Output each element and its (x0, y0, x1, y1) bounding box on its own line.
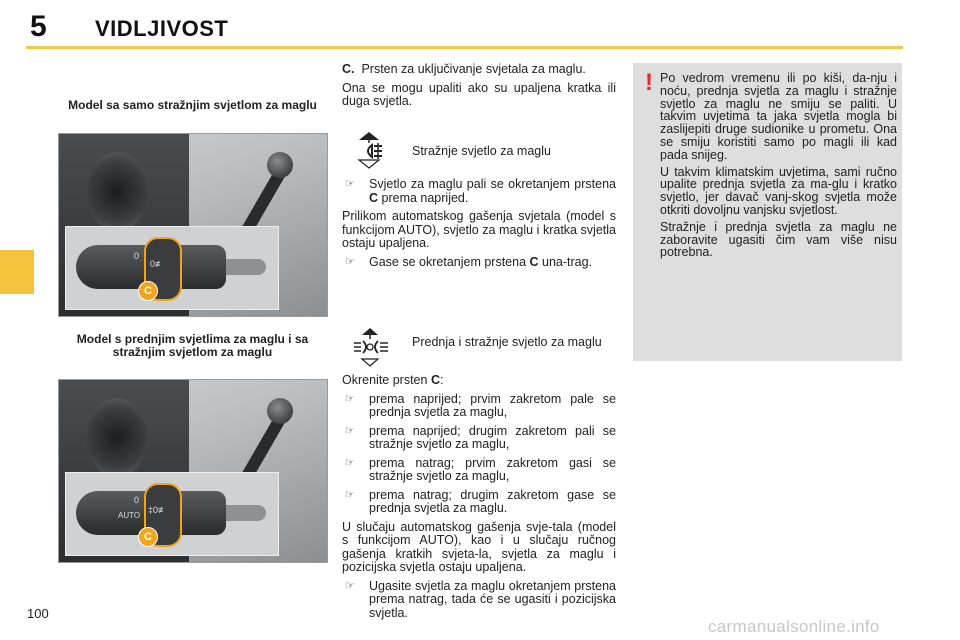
list-item-text: prema natrag; prvim zakretom gasi se stražnje svjetlo za maglu, (369, 455, 616, 483)
ring-c-text: Prsten za uključivanje svjetala za maglu. (361, 62, 586, 76)
stalk-closeup (65, 226, 279, 310)
turn-ring-colon: : (439, 373, 444, 387)
pointing-hand-icon: ☞ (345, 488, 355, 501)
lever-auto-label: AUTO (118, 511, 141, 520)
turn-ring-intro (342, 374, 616, 388)
switch-off-bullet (342, 580, 616, 621)
list-item (342, 393, 616, 420)
air-vent (87, 152, 147, 232)
photo-front-rear-fog-stalk (58, 379, 328, 563)
list-item-text: prema naprijed; prvim zakretom pale se prednja svjetla za maglu, (369, 391, 616, 419)
lever-zero-label: 0 (134, 251, 140, 261)
caption-front-rear-model: Model s prednjim svjetlima za maglu i sa stražnjim svjetlom za maglu (76, 332, 309, 359)
callout-c-badge: C (138, 527, 158, 547)
watermark: carmanualsonline.info (708, 617, 880, 636)
warning-paragraph: Po vedrom vremenu ili po kiši, da-nju i noću, prednja svjetla za maglu i stražnje svjetlo za maglu ne smiju se paliti. U takvim uvjetima ta jaka svjetla mogla bi zaslijepiti druge sudionike u prometu. Ona se smiju koristiti samo po magli ili kad pada snijeg. (660, 71, 897, 162)
stalk-knob (267, 398, 293, 424)
warning-text (660, 72, 897, 263)
warning-box (633, 63, 902, 361)
list-item (342, 425, 616, 452)
chapter-side-tab (0, 250, 34, 294)
chapter-number: 5 (30, 10, 47, 43)
ring-c-ref: C (430, 373, 440, 387)
pointing-hand-icon: ☞ (345, 579, 355, 592)
ring-c-label: C. (342, 62, 355, 76)
bullet-text: Svjetlo za maglu pali se okretanjem prstena (369, 177, 616, 191)
front-rear-fog-instructions (342, 374, 616, 625)
bullet-text-end: prema naprijed. (378, 190, 469, 205)
warning-paragraph: U takvim klimatskim uvjetima, sami ručno upalite prednja svjetla za ma-glu i kratko svjetlo, jer davač vanj-skog svjetla može otkriti dovoljnu vanjsku svjetlost. (660, 164, 897, 217)
auto-off-paragraph: Prilikom automatskog gašenja svjetala (model s funkcijom AUTO), svjetlo za maglu i kratka svjetla ostaju upaljena. (342, 209, 616, 250)
pointing-hand-icon: ☞ (345, 424, 355, 437)
list-item (342, 489, 616, 516)
lever-tip (226, 259, 266, 275)
rear-fog-lamp-icon (352, 130, 386, 170)
page-number: 100 (27, 606, 49, 621)
lever-tip (226, 505, 266, 521)
air-vent (87, 398, 147, 478)
list-item-text: prema natrag; drugim zakretom gase se prednja svjetla za maglu. (369, 487, 616, 515)
rear-fog-on-bullet (342, 178, 616, 205)
auto-off-paragraph-2: U slučaju automatskog gašenja svje-tala (model s funkcijom AUTO), kao i u slučaju ručnog gašenja kratkih svjeta-la, svjetla za maglu i pozicijska svjetla ostaju upaljena. (342, 519, 616, 574)
list-item (342, 457, 616, 484)
chapter-title: VIDLJIVOST (95, 16, 229, 41)
lever-zero-label: 0 (134, 495, 140, 505)
photo-rear-fog-stalk (58, 133, 328, 317)
ring-c-definition (342, 63, 616, 77)
stalk-knob (267, 152, 293, 178)
title-rule (26, 46, 903, 49)
pointing-hand-icon: ☞ (345, 255, 355, 268)
ring-c-ref: C (529, 254, 539, 269)
stalk-closeup (65, 472, 279, 556)
list-item-text: prema naprijed; drugim zakretom pali se stražnje svjetlo za maglu, (369, 423, 616, 451)
front-rear-fog-label: Prednja i stražnje svjetlo za maglu (412, 335, 602, 349)
rear-fog-symbol: 0≢ (150, 259, 165, 269)
front-rear-fog-lamp-icon (352, 326, 392, 368)
callout-c-badge: C (138, 281, 158, 301)
rear-fog-instructions (342, 178, 616, 274)
caption-rear-only-model: Model sa samo stražnjim svjetlom za maglu (68, 98, 317, 112)
ring-description-block (342, 63, 616, 114)
intro-paragraph: Ona se mogu upaliti ako su upaljena kratka ili duga svjetla. (342, 80, 616, 108)
bullet-text-end: una-trag. (538, 254, 593, 269)
ring-c-ref: C (369, 190, 379, 205)
pointing-hand-icon: ☞ (345, 456, 355, 469)
warning-paragraph: Stražnje i prednja svjetla za maglu ne zaboravite ugasiti čim vam više nisu potrebna. (660, 219, 897, 260)
list-item-text: Ugasite svjetla za maglu okretanjem prstena prema natrag, tada će se ugasiti i pozicijska svjetla. (369, 578, 616, 620)
pointing-hand-icon: ☞ (345, 178, 355, 190)
warning-exclamation-icon: ! (645, 69, 653, 96)
rear-fog-label: Stražnje svjetlo za maglu (412, 144, 551, 158)
turn-ring-text: Okrenite prsten (342, 373, 431, 387)
pointing-hand-icon: ☞ (345, 392, 355, 405)
bullet-text: Gase se okretanjem prstena (369, 254, 530, 269)
front-rear-fog-symbol: ‡0≢ (148, 505, 168, 515)
rear-fog-off-bullet (342, 256, 616, 270)
